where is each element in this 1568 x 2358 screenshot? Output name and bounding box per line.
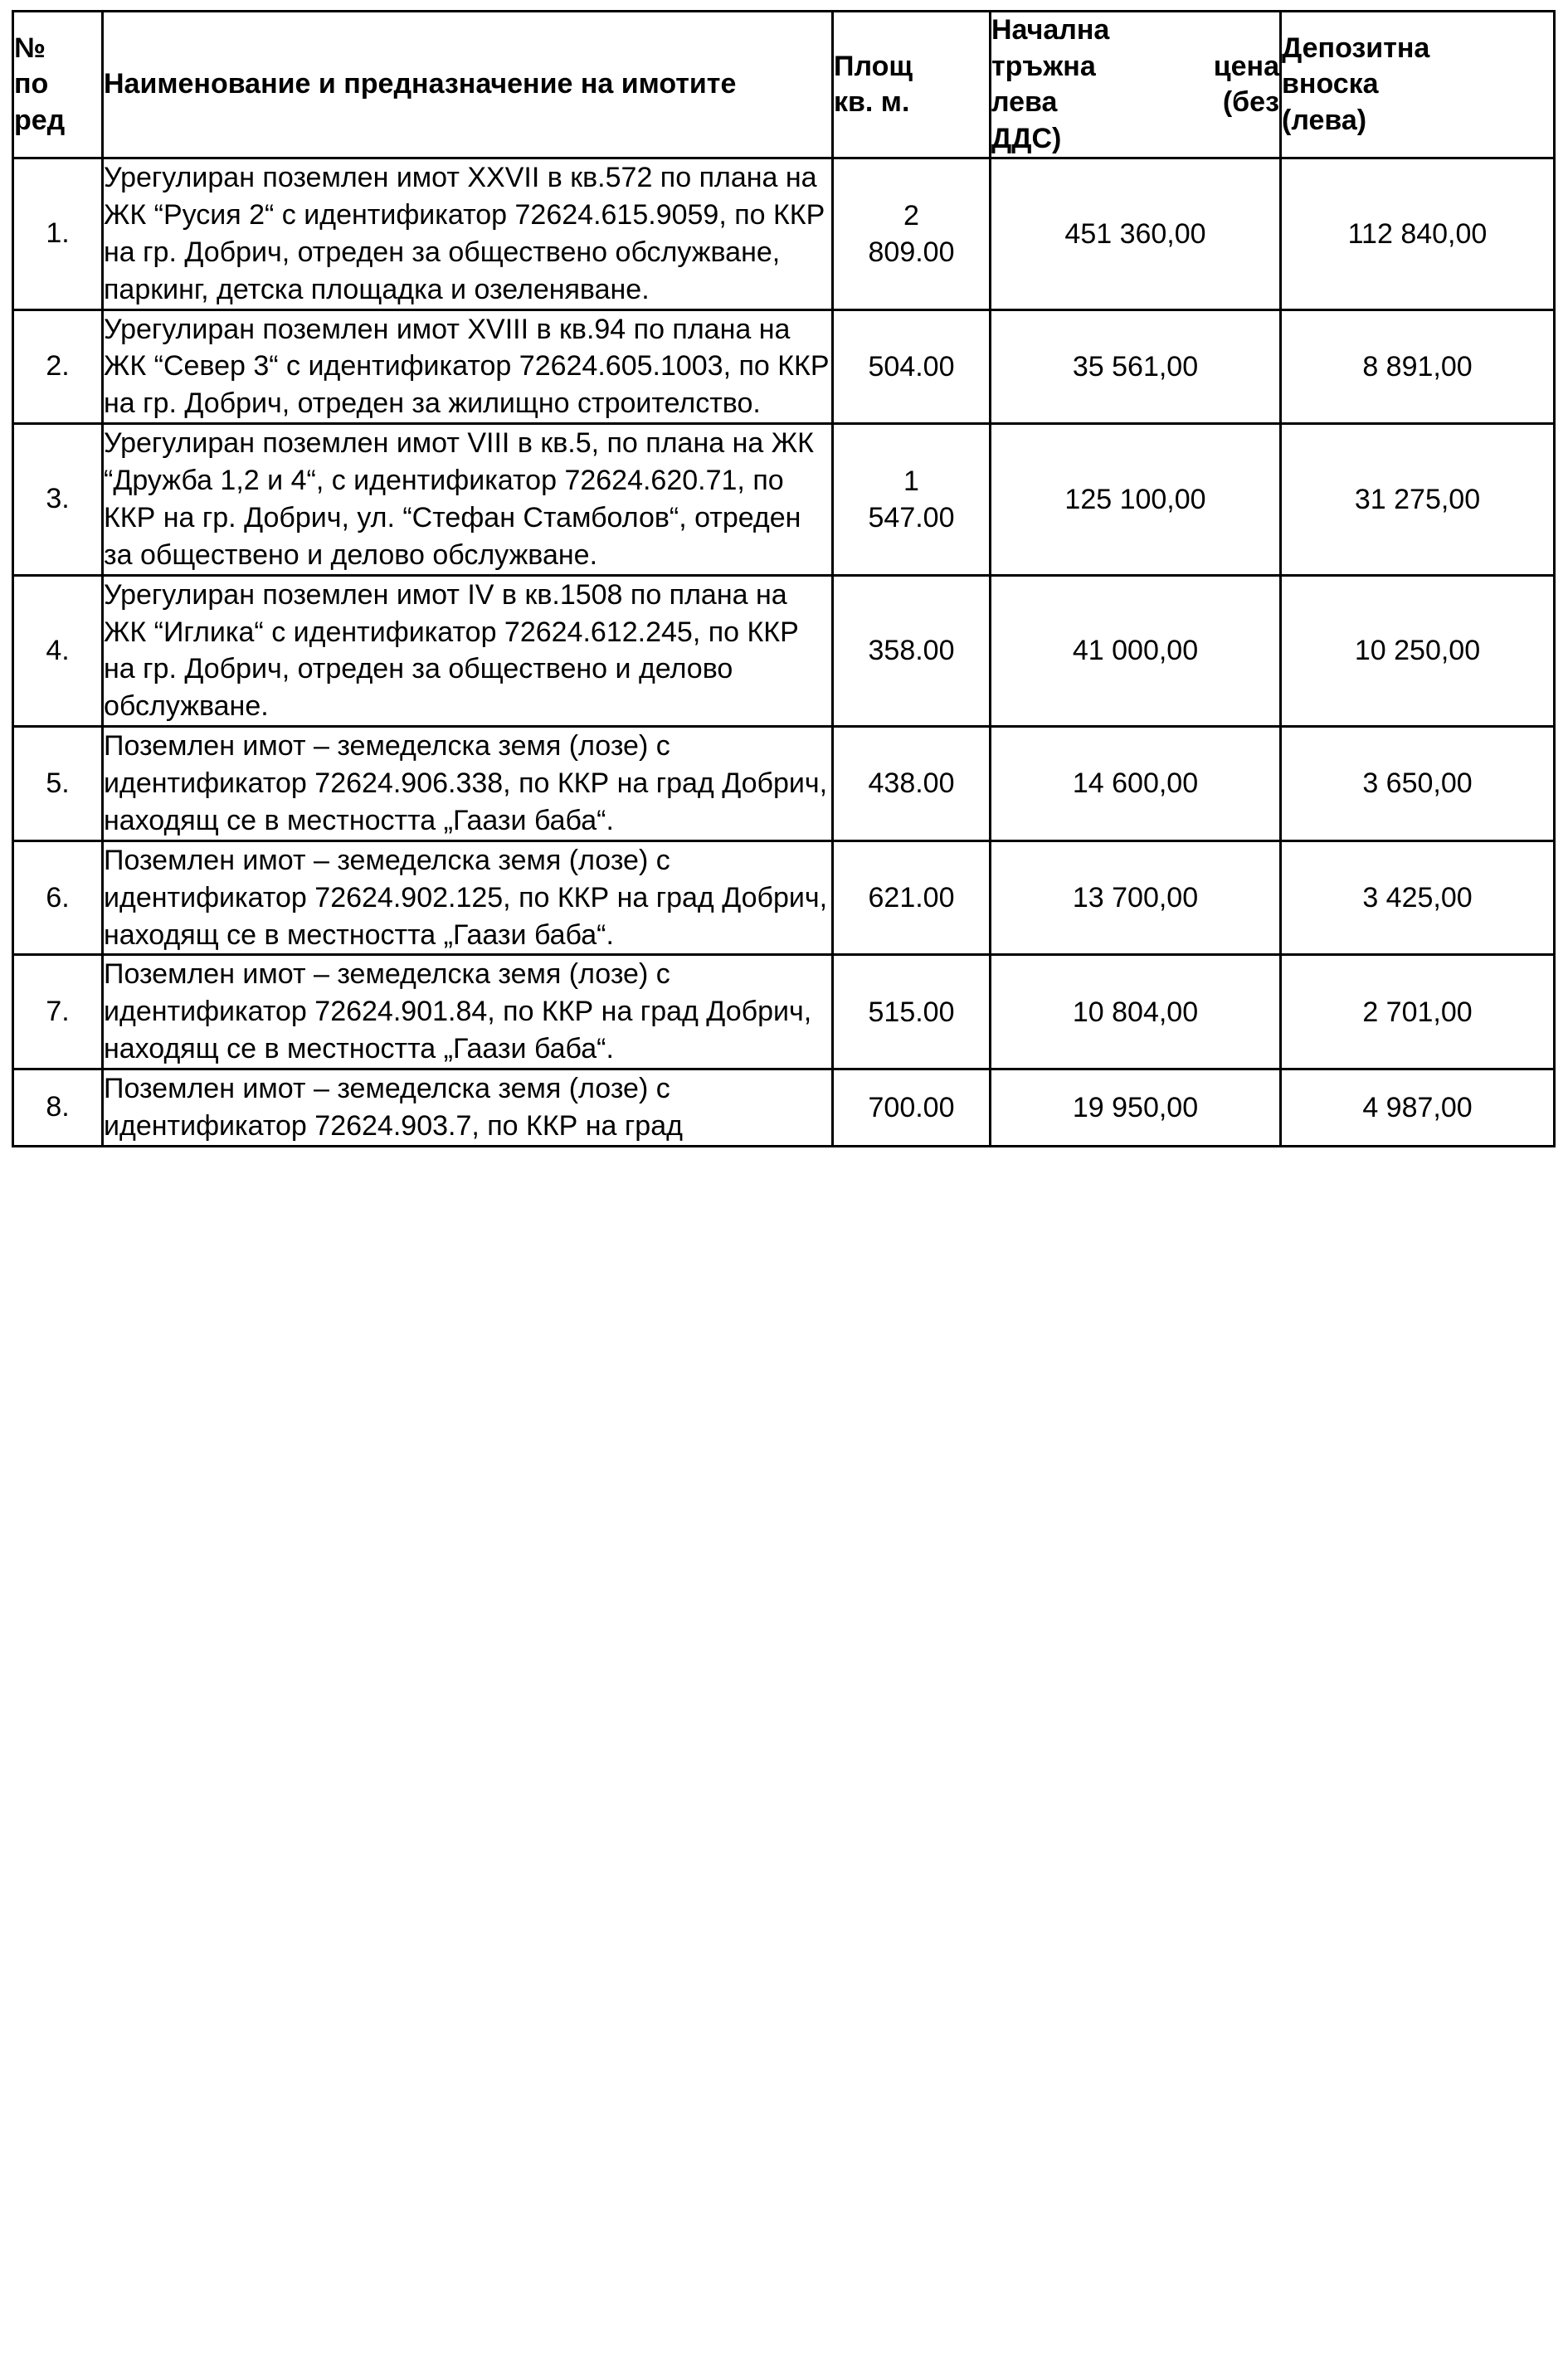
cell-area-line1: 1 — [903, 465, 919, 497]
column-header-number-line1: № — [14, 32, 46, 64]
cell-description: Поземлен имот – земеделска земя (лозе) с идентификатор 72624.903.7, по ККР на град — [103, 1069, 833, 1147]
cell-price: 35 561,00 — [991, 309, 1281, 424]
table-row — [13, 309, 1555, 424]
cell-price: 19 950,00 — [991, 1069, 1281, 1147]
cell-price: 14 600,00 — [991, 727, 1281, 841]
cell-area-line1: 504.00 — [868, 350, 955, 382]
cell-area-line1: 700.00 — [868, 1091, 955, 1123]
cell-area — [833, 158, 991, 310]
cell-area — [833, 955, 991, 1069]
cell-price: 451 360,00 — [991, 158, 1281, 310]
table-header — [13, 12, 1555, 158]
table-header-row — [13, 12, 1555, 158]
table-row — [13, 727, 1555, 841]
table-row — [13, 575, 1555, 727]
column-header-price — [991, 12, 1281, 158]
column-header-price-line3: лева (без — [991, 86, 1279, 119]
cell-description: Поземлен имот – земеделска земя (лозе) с идентификатор 72624.901.84, по ККР на град Добрич, находящ се в местността „Гаази баба“. — [103, 955, 833, 1069]
cell-deposit: 3 425,00 — [1281, 840, 1555, 955]
cell-deposit: 2 701,00 — [1281, 955, 1555, 1069]
table-row — [13, 955, 1555, 1069]
cell-area — [833, 309, 991, 424]
table-row — [13, 840, 1555, 955]
column-header-price-line1: Начална — [991, 14, 1110, 46]
cell-area — [833, 840, 991, 955]
cell-number: 6. — [13, 840, 103, 955]
cell-number: 3. — [13, 424, 103, 576]
column-header-number — [13, 12, 103, 158]
cell-area-line1: 438.00 — [868, 767, 955, 800]
cell-number: 5. — [13, 727, 103, 841]
cell-description: Урегулиран поземлен имот IV в кв.1508 по плана на ЖК “Иглика“ с идентификатор 72624.612.245, по ККР на гр. Добрич, отреден за обществено и делово обслужване. — [103, 575, 833, 727]
column-header-deposit-line2: вноска — [1282, 68, 1379, 100]
cell-description: Урегулиран поземлен имот XXVII в кв.572 по плана на ЖК “Русия 2“ с идентификатор 72624.615.9059, по ККР на гр. Добрич, отреден за обществено обслужване, паркинг, детска площадка и озеленяване. — [103, 158, 833, 310]
cell-area-line1: 515.00 — [868, 996, 955, 1028]
column-header-area — [833, 12, 991, 158]
column-header-description: Наименование и предназначение на имотите — [103, 12, 833, 158]
cell-deposit: 4 987,00 — [1281, 1069, 1555, 1147]
table-row — [13, 158, 1555, 310]
table-row — [13, 1069, 1555, 1147]
cell-number: 7. — [13, 955, 103, 1069]
cell-area-line1: 621.00 — [868, 882, 955, 914]
cell-number: 4. — [13, 575, 103, 727]
cell-area — [833, 1069, 991, 1147]
cell-number: 2. — [13, 309, 103, 424]
column-header-number-line2: по — [14, 68, 49, 100]
cell-area-line2: 547.00 — [868, 501, 955, 533]
column-header-deposit-line3: (лева) — [1282, 104, 1367, 136]
column-header-area-line1: Площ — [834, 50, 913, 82]
cell-area-line1: 358.00 — [868, 635, 955, 667]
cell-area-line1: 2 — [903, 199, 919, 231]
cell-area — [833, 575, 991, 727]
auction-properties-table — [12, 10, 1556, 1147]
cell-price: 41 000,00 — [991, 575, 1281, 727]
cell-number: 8. — [13, 1069, 103, 1147]
column-header-price-line4: ДДС) — [991, 122, 1062, 154]
table-body — [13, 158, 1555, 1147]
cell-description: Поземлен имот – земеделска земя (лозе) с идентификатор 72624.906.338, по ККР на град Добрич, находящ се в местността „Гаази баба“. — [103, 727, 833, 841]
cell-deposit: 3 650,00 — [1281, 727, 1555, 841]
cell-deposit: 10 250,00 — [1281, 575, 1555, 727]
cell-area — [833, 727, 991, 841]
column-header-area-line2: кв. м. — [834, 86, 910, 119]
column-header-number-line3: ред — [14, 104, 66, 136]
column-header-price-line2: тръжна цена — [991, 50, 1279, 82]
cell-number: 1. — [13, 158, 103, 310]
cell-deposit: 112 840,00 — [1281, 158, 1555, 310]
column-header-deposit-line1: Депозитна — [1282, 32, 1430, 64]
table-row — [13, 424, 1555, 576]
cell-area-line2: 809.00 — [868, 236, 955, 268]
cell-description: Урегулиран поземлен имот XVIII в кв.94 по плана на ЖК “Север 3“ с идентификатор 72624.605.1003, по ККР на гр. Добрич, отреден за жилищно строителство. — [103, 309, 833, 424]
cell-price: 10 804,00 — [991, 955, 1281, 1069]
cell-description: Урегулиран поземлен имот VIII в кв.5, по плана на ЖК “Дружба 1,2 и 4“, с идентификатор 72624.620.71, по ККР на гр. Добрич, ул. “Стефан Стамболов“, отреден за обществено и делово обслужване. — [103, 424, 833, 576]
cell-price: 13 700,00 — [991, 840, 1281, 955]
column-header-deposit — [1281, 12, 1555, 158]
cell-area — [833, 424, 991, 576]
cell-description: Поземлен имот – земеделска земя (лозе) с идентификатор 72624.902.125, по ККР на град Добрич, находящ се в местността „Гаази баба“. — [103, 840, 833, 955]
cell-deposit: 31 275,00 — [1281, 424, 1555, 576]
cell-price: 125 100,00 — [991, 424, 1281, 576]
cell-deposit: 8 891,00 — [1281, 309, 1555, 424]
